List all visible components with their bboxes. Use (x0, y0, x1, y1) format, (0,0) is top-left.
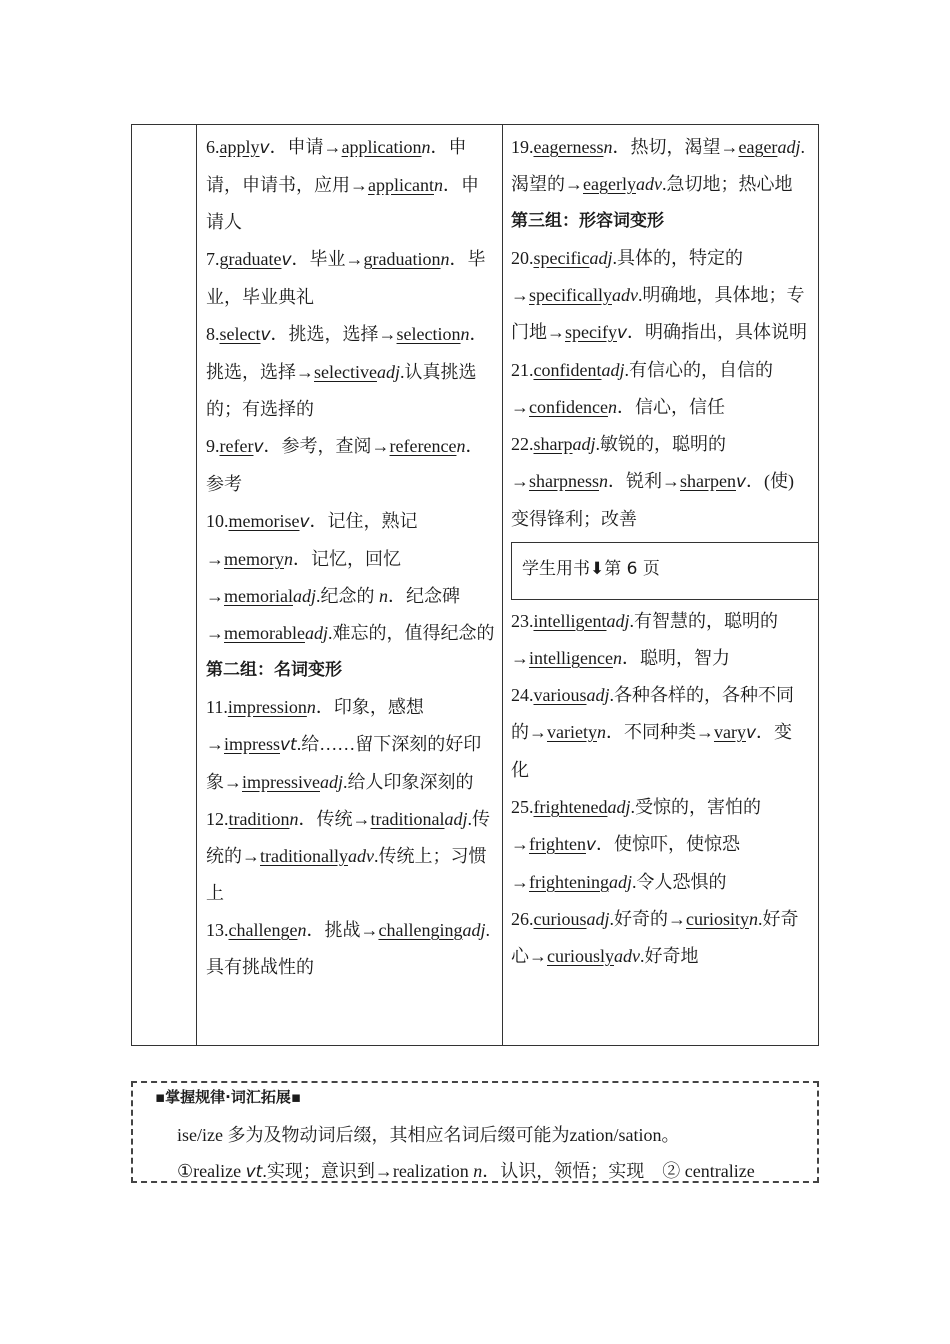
definition-text: .具有挑战性的 (206, 920, 490, 977)
vocab-word: frighten (529, 834, 586, 854)
pos-label: adj (376, 362, 400, 382)
vocab-entry (206, 689, 496, 801)
entry-number: 12. (206, 809, 229, 829)
definition-text: ．申请人 (206, 175, 479, 232)
pos-label: adj (444, 809, 468, 829)
mid-column (206, 129, 496, 986)
vocab-word: sharpen (680, 471, 736, 491)
vocab-entry (511, 901, 809, 975)
definition-text: .认真挑选的；有选择的 (206, 362, 477, 419)
table-divider (196, 125, 197, 1045)
vocab-word: eagerly (583, 174, 636, 194)
vocab-word: challenging (378, 920, 463, 940)
vocab-word: reference (389, 436, 457, 456)
definition-text: .急切地；热心地 (661, 174, 793, 194)
pos-label: n (433, 175, 443, 195)
vocab-word: curiously (547, 946, 614, 966)
pos-label: adj (586, 685, 610, 705)
group-heading: 第二组：名词变形 (206, 660, 342, 680)
pos-label: adj (777, 137, 801, 157)
pos-label: adj (607, 797, 631, 817)
vocab-word: memory (224, 549, 284, 569)
pos-label: n (607, 397, 617, 417)
pos-label: v (253, 437, 264, 457)
entry-number: 26. (511, 909, 534, 929)
vocab-word: eagerness (533, 137, 604, 157)
definition-text: .传统的→ (206, 809, 490, 866)
vocab-word: impressive (242, 772, 320, 792)
vocab-word: specify (565, 322, 617, 342)
pos-label: v (745, 723, 757, 743)
definition-text: ．记住，熟记→ (206, 511, 418, 569)
pos-label: adj (586, 909, 610, 929)
definition-text: ．聪明，智力 (621, 648, 730, 668)
example-text: ①realize (177, 1161, 246, 1181)
pos-label: v (616, 323, 628, 343)
pos-label: n (749, 909, 759, 929)
pos-label: n (289, 809, 299, 829)
pos-label: n (596, 722, 606, 742)
definition-text: .传统上；习惯上 (206, 846, 487, 903)
definition-text: ．挑选，选择→ (270, 324, 397, 344)
vocab-word: vary (713, 722, 746, 742)
pos-label: v (735, 472, 747, 492)
pos-label: adv (614, 946, 640, 966)
vocab-entry (511, 352, 809, 426)
pos-label: adj (589, 248, 613, 268)
vocab-word: sharpness (529, 471, 599, 491)
definition-text: .各种各样的，各种不同的→ (511, 685, 795, 742)
pos-label: n (456, 436, 466, 456)
definition-text: ．毕业，毕业典礼 (206, 249, 486, 307)
pos-label: n (284, 549, 293, 569)
pos-label: adv (635, 174, 662, 194)
pos-label: n (421, 137, 431, 157)
entry-number: 20. (511, 248, 534, 268)
vocab-entry (206, 129, 496, 241)
vocab-word: refer (219, 436, 254, 456)
tips-box (131, 1081, 819, 1183)
definition-text: .给人印象深刻的 (343, 772, 474, 792)
vocab-word: confident (533, 360, 602, 380)
vocab-word: tradition (228, 809, 290, 829)
table-divider (502, 125, 503, 1045)
vocab-word: eager (738, 137, 778, 157)
definition-text: .纪念的 (316, 586, 379, 606)
entry-number: 21. (511, 360, 534, 380)
definition-text: .具体的，特定的→ (511, 248, 743, 305)
definition-text: .令人恐惧的 (632, 872, 727, 892)
vocab-entry (511, 129, 809, 203)
pos-label: n (473, 1161, 483, 1181)
vocab-word: graduate (219, 249, 282, 269)
entry-number: 24. (511, 685, 534, 705)
vocab-word: sharp (533, 434, 573, 454)
vocab-word: select (219, 324, 261, 344)
definition-text: ．锐利→ (608, 471, 680, 491)
entry-number: 22. (511, 434, 534, 454)
definition-text: ．使惊吓，使惊恐→ (511, 834, 741, 892)
vocab-word: challenge (228, 920, 298, 940)
vocab-word: curiosity (686, 909, 750, 929)
pos-label: adj (304, 623, 328, 643)
tips-example (177, 1157, 755, 1183)
pos-label: v (299, 512, 310, 532)
definition-text: .渴望的→ (511, 137, 805, 194)
definition-text: ．参考，查阅→ (263, 436, 390, 456)
example-text: ．认识，领悟；实现 ② centralize (482, 1161, 755, 1181)
pos-label: v (281, 250, 292, 270)
tips-rule: ise/ize 多为及物动词后缀，其相应名词后缀可能为zation/sation。 (177, 1125, 680, 1145)
definition-text: .好奇的→ (609, 909, 687, 929)
definition-text: .有信心的，自信的→ (511, 360, 773, 417)
vocab-word: selection (396, 324, 461, 344)
vocab-word: impress (224, 734, 280, 754)
definition-text: ．记忆，回忆→ (206, 549, 401, 606)
definition-text: ．毕业→ (291, 249, 364, 269)
definition-text: .难忘的，值得纪念的 (327, 623, 495, 643)
definition-text: ．传统→ (298, 809, 371, 829)
entry-number: 9. (206, 436, 220, 456)
definition-text: ．明确指出，具体说明 (627, 322, 808, 342)
definition-text: ．信心，信任 (616, 397, 725, 417)
vocab-word: impression (227, 697, 307, 717)
vocab-word: graduation (363, 249, 441, 269)
pos-label: adv (347, 846, 374, 866)
pos-label: adj (320, 772, 344, 792)
vocab-word: memorial (224, 586, 293, 606)
vocab-word: apply (219, 137, 260, 157)
vocab-word: curious (533, 909, 587, 929)
vocab-word: selective (314, 362, 377, 382)
pos-label: adj (606, 611, 630, 631)
pos-label: n (612, 648, 622, 668)
definition-text: .给……留下深刻的好印象→ (206, 734, 482, 792)
definition-text: ．挑选，选择→ (206, 324, 488, 382)
definition-text: .受惊的，害怕的→ (511, 797, 761, 854)
vocab-entry (206, 801, 496, 912)
vocab-word: traditional (370, 809, 445, 829)
entry-number: 19. (511, 137, 534, 157)
vocab-word: confidence (529, 397, 608, 417)
pos-label: vt (245, 1162, 263, 1182)
definition-text: ．变化 (511, 722, 793, 780)
pos-label: n (440, 249, 450, 269)
definition-text: ．挑战→ (306, 920, 379, 940)
pos-label: v (260, 325, 271, 345)
pos-label: adj (292, 586, 316, 606)
pos-label: n (379, 586, 388, 606)
entry-number: 23. (511, 611, 534, 631)
definition-text: .明确地，具体地；专门地→ (511, 285, 805, 342)
entry-number: 25. (511, 797, 534, 817)
vocab-word: intelligence (529, 648, 613, 668)
vocab-word: application (341, 137, 422, 157)
vocab-entry (206, 428, 496, 503)
pos-label: adv (611, 285, 638, 305)
definition-text: .敏锐的，聪明的→ (511, 434, 727, 491)
entry-number: 8. (206, 324, 220, 344)
vocab-word: memorable (224, 623, 305, 643)
definition-text: ．(使)变得锋利；改善 (511, 471, 795, 529)
vocab-entry (206, 241, 496, 316)
definition-text: ．热切，渴望→ (612, 137, 739, 157)
pos-label: vt (280, 735, 297, 755)
pos-label: v (585, 835, 597, 855)
entry-number: 13. (206, 920, 229, 940)
vocab-word: intelligent (533, 611, 607, 631)
example-text: .实现；意识到→realization (262, 1161, 474, 1181)
definition-text: .有智慧的，聪明的→ (511, 611, 778, 668)
vocab-entry (511, 677, 809, 789)
pos-label: n (460, 324, 470, 344)
vocab-word: specific (533, 248, 590, 268)
definition-text: .好奇心→ (511, 909, 799, 966)
pos-label: adj (572, 434, 596, 454)
pos-label: n (599, 471, 608, 491)
vocab-word: applicant (368, 175, 434, 195)
vocabulary-table (131, 124, 819, 1046)
entry-number: 7. (206, 249, 220, 269)
vocab-entry (511, 603, 809, 677)
vocab-word: specifically (529, 285, 612, 305)
definition-text: ．申请→ (269, 137, 342, 157)
vocab-word: variety (547, 722, 597, 742)
vocab-entry (511, 240, 809, 352)
vocab-word: frightening (529, 872, 609, 892)
vocab-word: memorise (228, 511, 300, 531)
vocab-entry (206, 503, 496, 652)
definition-text: ．申请，申请书，应用→ (206, 137, 467, 195)
pos-label: adj (601, 360, 625, 380)
definition-text: ．纪念碑→ (206, 586, 460, 643)
definition-text: ．不同种类→ (605, 722, 714, 742)
definition-text: ．参考 (206, 436, 484, 494)
vocab-entry (511, 789, 809, 901)
vocab-word: various (533, 685, 587, 705)
definition-text: .好奇地 (640, 946, 699, 966)
vocab-entry (206, 912, 496, 986)
vocab-word: frightened (533, 797, 608, 817)
pos-label: v (259, 138, 270, 158)
right-column (511, 129, 809, 975)
group-heading: 第三组：形容词变形 (511, 211, 664, 231)
pos-label: n (297, 920, 307, 940)
pos-label: n (306, 697, 316, 717)
vocab-word: traditionally (260, 846, 348, 866)
vocab-entry (511, 426, 809, 538)
vocab-entry (206, 316, 496, 428)
entry-number: 10. (206, 511, 229, 531)
pos-label: adj (462, 920, 486, 940)
textbook-page-box: 学生用书⬇第 6 页 (511, 542, 819, 600)
entry-number: 11. (206, 697, 228, 717)
entry-number: 6. (206, 137, 220, 157)
tips-title: ▪掌握规律·词汇拓展▪ (155, 1088, 302, 1106)
pos-label: n (603, 137, 613, 157)
pos-label: adj (608, 872, 632, 892)
definition-text: ．印象，感想→ (206, 697, 424, 754)
